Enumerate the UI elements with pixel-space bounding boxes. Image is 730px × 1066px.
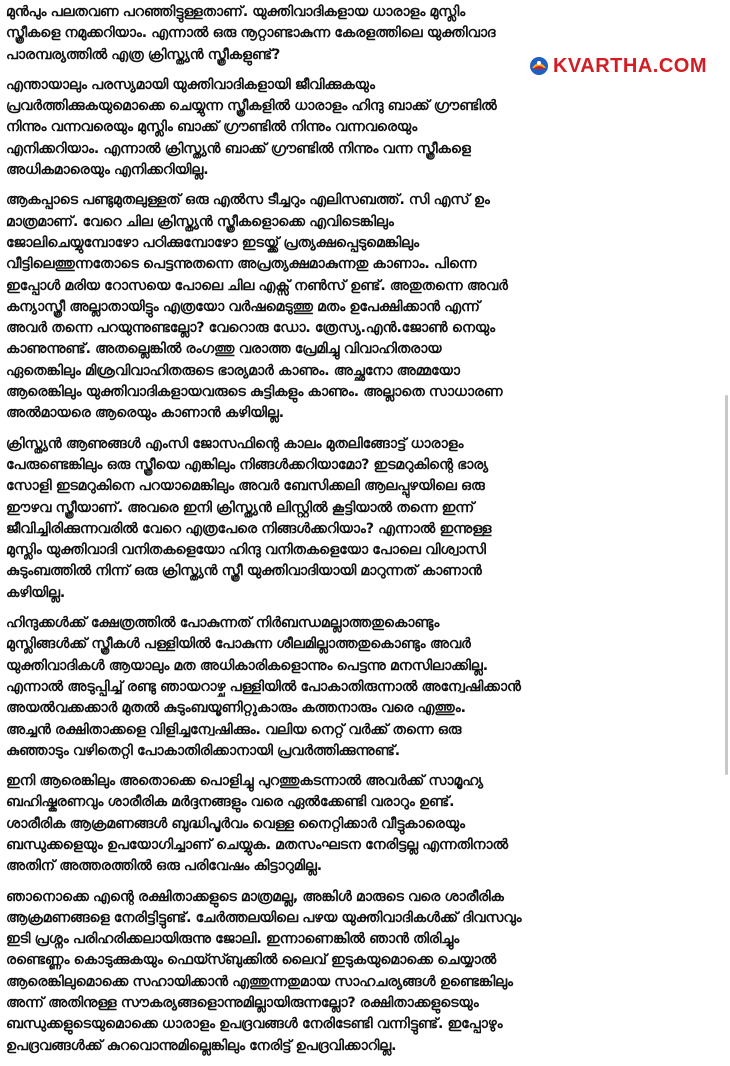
- article-body: [6, 2, 722, 1066]
- kvartha-watermark: [523, 52, 710, 80]
- scrollbar[interactable]: [725, 395, 728, 775]
- paragraph-7: ഞാനൊക്കെ എന്റെ രക്ഷിതാക്കളുടെ മാത്രമല്ല, അങ്കിൾ മാരുടെ വരെ ശാരീരിക ആക്രമണങ്ങളെ നേരിട്ടിട്ടുണ്ട്. ചേർത്തലയിലെ പഴയ യുക്തിവാദികൾക്ക് ദിവസവും ഇടി പ്രശ്നം പരിഹരിക്കലായിരുന്നു ജോലി. ഇന്നാണെങ്കിൽ ഞാൻ തിരിച്ചും രണ്ടെണ്ണം കൊടുക്കുകയും ഫെയ്സ്ബുക്കിൽ ലൈവ് ഇടുകയുമൊക്കെ ചെയ്യാൽ ആരെങ്കിലുമൊക്കെ സഹായിക്കാൻ എത്തുന്നതുമായ സാഹചര്യങ്ങൾ ഉണ്ടെങ്കിലും അന്ന് അതിനുള്ള സൗകര്യങ്ങളൊന്നുമില്ലായിരുന്നല്ലോ? രക്ഷിതാക്കളുടെയും ബന്ധുക്കളുടെയുമൊക്കെ ധാരാളം ഉപദ്രവങ്ങൾ നേരിടേണ്ടി വന്നിട്ടുണ്ട്. ഇപ്പോഴും ഉപദ്രവങ്ങൾക്ക് കുറവൊന്നുമില്ലെങ്കിലും നേരിട്ട് ഉപദ്രവിക്കാറില്ല.: [6, 888, 522, 1054]
- kvartha-logo-icon: [529, 56, 549, 76]
- paragraph-4: ക്രിസ്ത്യൻ ആണുങ്ങൾ എംസി ജോസഫിന്റെ കാലം മുതലിങ്ങോട്ട് ധാരാളം പേരുണ്ടെങ്കിലും ഒരു സ്ത്രീയെ എങ്കിലും നിങ്ങൾക്കറിയാമോ? ഇടമറുകിന്റെ ഭാര്യ സോളി ഇടമറുകിനെ പറയാമെങ്കിലും അവർ ബേസിക്കലി ആലപ്പുഴയിലെ ഒരു ഈഴവ സ്ത്രീയാണ്. അവരെ ഇനി ക്രിസ്ത്യൻ ലിസ്റ്റിൽ കൂട്ടിയാൽ തന്നെ ഇന്ന് ജീവിച്ചിരിക്കുന്നവരിൽ വേറെ എത്രപേരെ നിങ്ങൾക്കറിയാം? എന്നാൽ ഇന്നുള്ള മുസ്ലിം യുക്തിവാദി വനിതകളെയോ ഹിന്ദു വനിതകളെയോ പോലെ വിശ്വാസി കുടുംബത്തിൽ നിന്ന് ഒരു ക്രിസ്ത്യൻ സ്ത്രീ യുക്തിവാദിയായി മാറുന്നത് കാണാൻ കഴിയില്ല.: [6, 435, 492, 601]
- paragraph-5: ഹിന്ദുക്കൾക്ക് ക്ഷേത്രത്തിൽ പോകുന്നത് നിർബന്ധമല്ലാത്തതുകൊണ്ടും മുസ്ലിങ്ങൾക്ക് സ്ത്രീകൾ പള്ളിയിൽ പോകുന്ന ശീലമില്ലാത്തതുകൊണ്ടും അവർ യുക്തിവാദികൾ ആയാലും മത അധികാരികളൊന്നും പെട്ടന്നു മനസിലാക്കില്ല. എന്നാൽ അടുപ്പിച്ച് രണ്ടു ഞായറാഴ്ച പള്ളിയിൽ പോകാതിരുന്നാൽ അന്വേഷിക്കാൻ അയൽവക്കക്കാർ മുതൽ കുടുംബയൂണിറ്റുകാരും കത്തനാരും വരെ എത്തും. അച്ചൻ രക്ഷിതാക്കളെ വിളിച്ചന്വേഷിക്കും. വലിയ നെറ്റ് വർക്ക് തന്നെ ഒരു കുഞ്ഞാടും വഴിതെറ്റി പോകാതിരിക്കാനായി പ്രവർത്തിക്കുന്നുണ്ട്.: [6, 615, 521, 759]
- paragraph-3: ആകപ്പാടെ പണ്ടുമുതലുള്ളത് ഒരു എൽസ ടീച്ചറും എലിസബത്ത്. സി എസ് ഉം മാത്രമാണ്. വേറെ ചില ക്രിസ്ത്യൻ സ്ത്രീകളൊക്കെ എവിടെങ്കിലും ജോലിചെയ്യുമ്പോഴോ പഠിക്കുമ്പോഴോ ഇടയ്ക്ക് പ്രത്യക്ഷപ്പെടുമെങ്കിലും വീട്ടിലെത്തുന്നതോടെ പെട്ടന്നുതന്നെ അപ്രത്യക്ഷമാകുന്നതു കാണാം. പിന്നെ ഇപ്പോൾ മരിയ റോസയെ പോലെ ചില എക്സ് നൺസ് ഉണ്ട്. അതുതന്നെ അവർ കന്യാസ്ത്രീ അല്ലാതായിട്ടും എത്രയോ വർഷമെടുത്തു മതം ഉപേക്ഷിക്കാൻ എന്ന് അവർ തന്നെ പറയുന്നുണ്ടല്ലോ? വേറൊരു ഡോ. ത്രേസ്യ.എൻ.ജോൺ നെയും കാണുന്നുണ്ട്. അതല്ലെങ്കിൽ രംഗത്തു വരാത്ത പ്രേമിച്ചു വിവാഹിതരായ ഏതെങ്കിലും മിശ്രവിവാഹിതരുടെ ഭാര്യമാർ കാണും. അച്ഛനോ അമ്മയോ ആരെങ്കിലും യുക്തിവാദികളായവരുടെ കുട്ടികളും കാണും. അല്ലാതെ സാധാരണ അൽമായരെ ആരെയും കാണാൻ കഴിയില്ല.: [6, 192, 508, 422]
- watermark-text: KVARTHA.COM: [552, 54, 707, 77]
- paragraph-2: എന്തായാലും പരസ്യമായി യുക്തിവാദികളായി ജീവിക്കുകയും പ്രവർത്തിക്കുകയുമൊക്കെ ചെയ്യുന്ന സ്ത്രീകളിൽ ധാരാളം ഹിന്ദു ബാക്ക് ഗ്രൗണ്ടിൽ നിന്നും വന്നവരെയും മുസ്ലിം ബാക്ക് ഗ്രൗണ്ടിൽ നിന്നും വന്നവരെയും എനിക്കറിയാം. എന്നാൽ ക്രിസ്ത്യൻ ബാക്ക് ഗ്രൗണ്ടിൽ നിന്നും വന്ന സ്ത്രീകളെ അധികമാരെയും എനിക്കറിയില്ല.: [6, 76, 497, 179]
- paragraph-6: ഇനി ആരെങ്കിലും അതൊക്കെ പൊളിച്ചു പുറത്തുകടന്നാൽ അവർക്ക് സാമൂഹ്യ ബഹിഷ്കരണവും ശാരീരിക മർദ്ദനങ്ങളും വരെ ഏൽക്കേണ്ടി വരാറും ഉണ്ട്. ശാരീരിക ആക്രമണങ്ങൾ ബുദ്ധിപൂർവം വെള്ള നൈറ്റിക്കാർ വീട്ടുകാരെയും ബന്ധുക്കളെയും ഉപയോഗിച്ചാണ് ചെയ്യുക. മതസംഘടന നേരിട്ടല്ല എന്നതിനാൽ അതിന് അത്തരത്തിൽ ഒരു പരിവേഷം കിട്ടാറുമില്ല.: [6, 773, 509, 875]
- paragraph-1: മുൻപും പലതവണ പറഞ്ഞിട്ടുള്ളതാണ്. യുക്തിവാദികളായ ധാരാളം മുസ്ലിം സ്ത്രീകളെ നമുക്കറിയാം. എന്നാൽ ഒരു നൂറ്റാണ്ടാകുന്ന കേരളത്തിലെ യുക്തിവാദ പാരമ്പര്യത്തിൽ എത്ര ക്രിസ്ത്യൻ സ്ത്രീകളുണ്ട്?: [6, 4, 496, 63]
